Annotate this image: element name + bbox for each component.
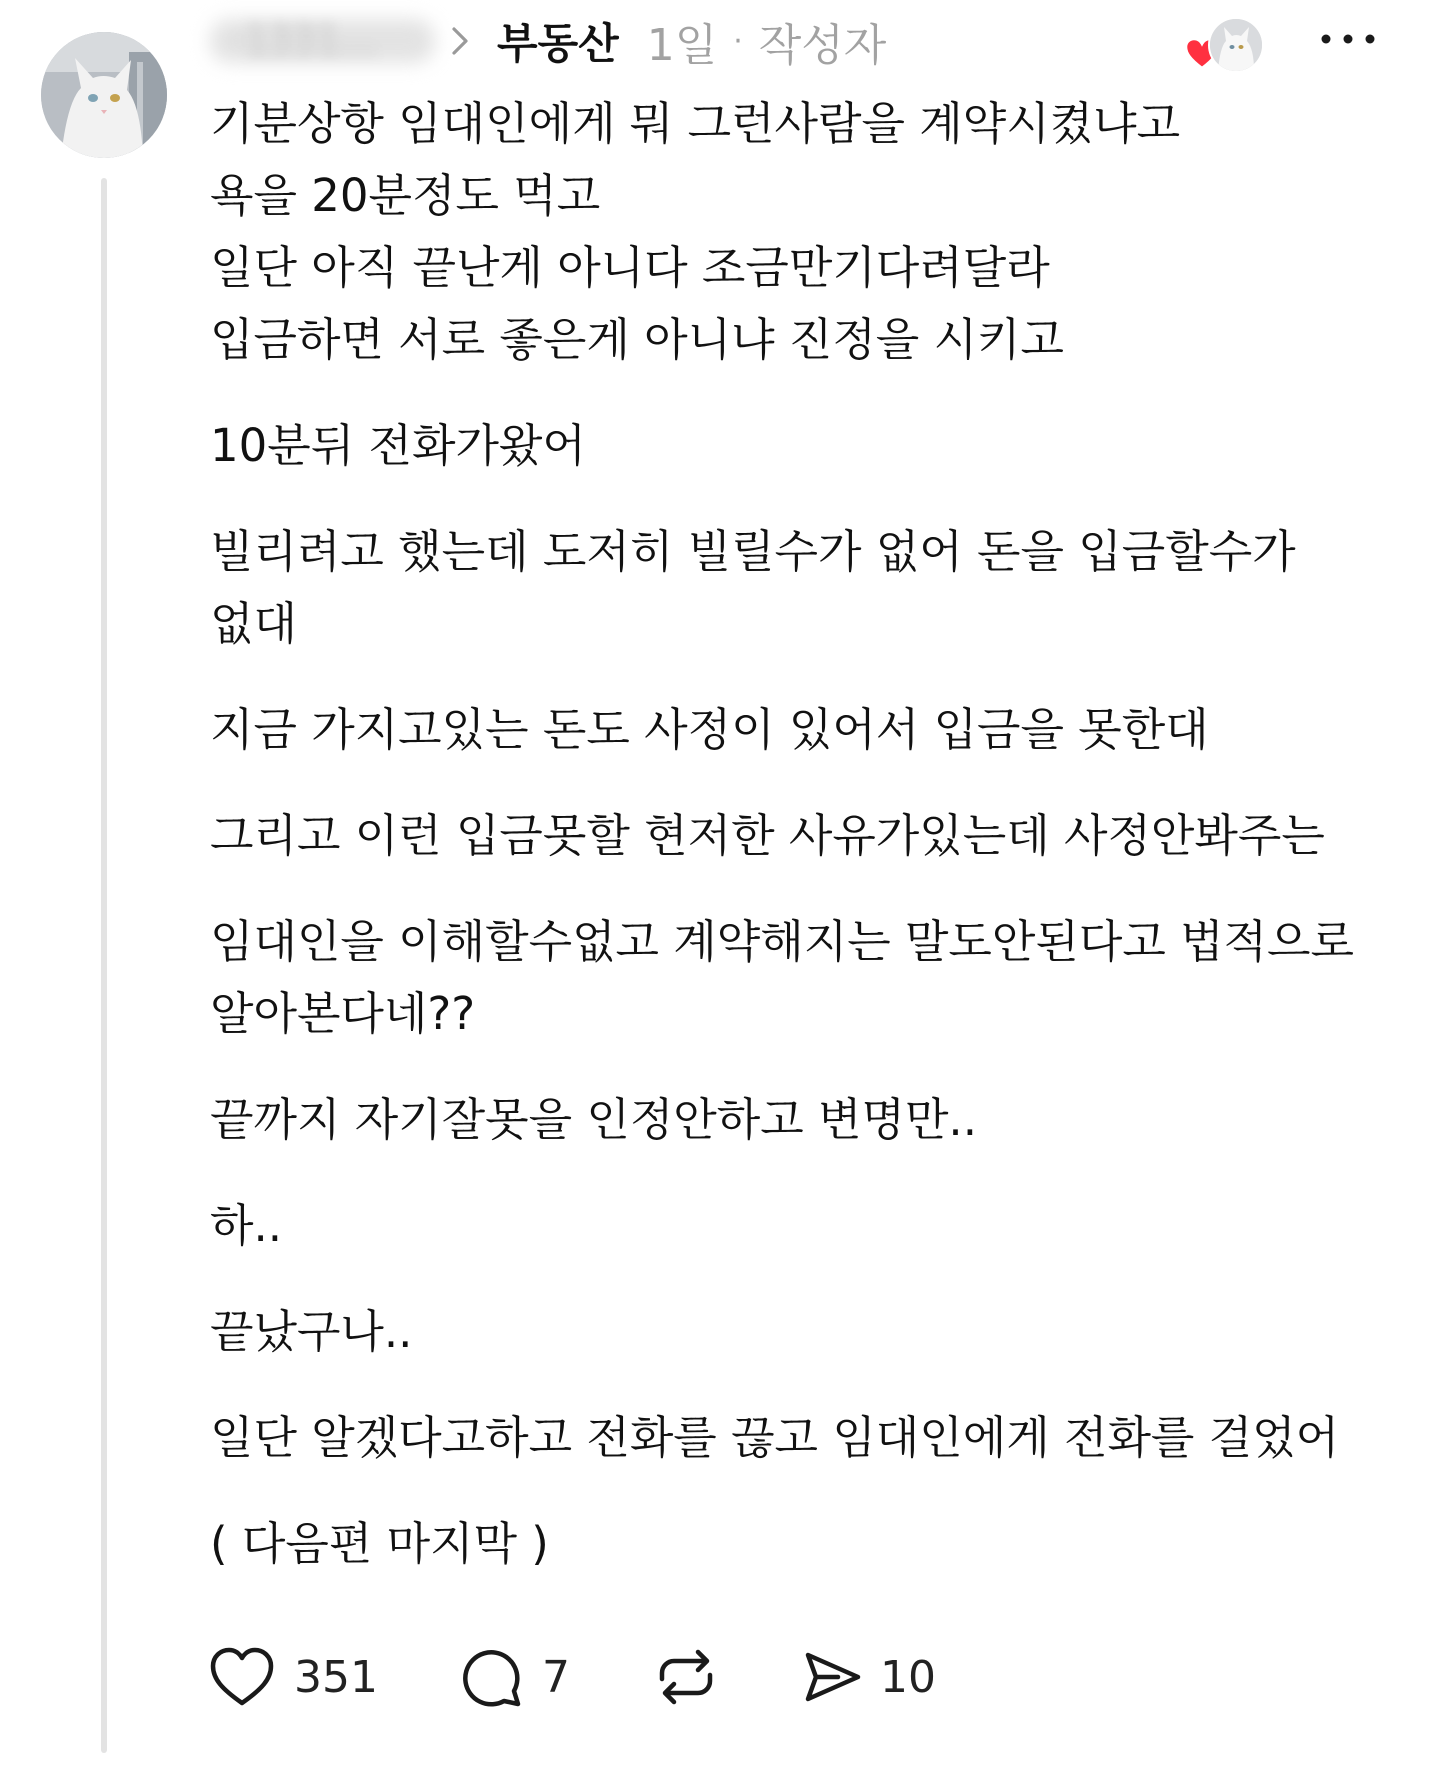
body-line: 일단 알겠다고하고 전화를 끊고 임대인에게 전화를 걸었어: [210, 1411, 1340, 1464]
like-count: 351: [294, 1651, 378, 1703]
heart-outline-icon: [208, 1645, 276, 1709]
comment-bubble-icon: [460, 1645, 524, 1709]
post-header: [210, 10, 886, 72]
author-avatar[interactable]: [41, 32, 167, 158]
community-name[interactable]: 부동산: [497, 19, 619, 68]
body-line: 하..: [210, 1199, 283, 1252]
paragraph-gap: [210, 766, 1410, 800]
comment-button[interactable]: [460, 1645, 570, 1709]
paragraph-gap: [210, 1156, 1410, 1190]
username[interactable]: [210, 17, 435, 65]
body-line: 빌리려고 했는데 도저히 빌릴수가 없어 돈을 입금할수가: [210, 525, 1296, 578]
body-line: 없대: [210, 597, 297, 650]
username-redaction: [210, 19, 435, 63]
send-icon: [802, 1645, 862, 1709]
body-line: 끝까지 자기잘못을 인정안하고 변명만..: [210, 1093, 978, 1146]
body-line: 욕을 20분정도 먹고: [210, 169, 601, 222]
action-bar: [208, 1641, 1018, 1713]
repost-button[interactable]: [652, 1645, 720, 1709]
share-button[interactable]: [802, 1645, 936, 1709]
like-button[interactable]: [208, 1645, 378, 1709]
body-line: 그리고 이런 입금못할 현저한 사유가있는데 사정안봐주는: [210, 809, 1325, 862]
body-line: 일단 아직 끝난게 아니다 조금만기다려달라: [210, 241, 1050, 294]
body-line: 10분뒤 전화가왔어: [210, 419, 586, 472]
post-time: 1일: [646, 20, 718, 71]
paragraph-gap: [210, 1262, 1410, 1296]
paragraph-gap: [210, 482, 1410, 516]
thread-line: [101, 178, 107, 1753]
body-line: 끝났구나..: [210, 1305, 413, 1358]
post-body: [210, 88, 1410, 1580]
liked-by-avatar[interactable]: [1208, 17, 1264, 73]
paragraph-gap: [210, 872, 1410, 906]
more-options-icon[interactable]: [1318, 28, 1378, 50]
paragraph-gap: [210, 1368, 1410, 1402]
white-cat-avatar-small: [1210, 19, 1262, 71]
author-tag: 작성자: [758, 20, 887, 71]
separator-dot: ·: [733, 23, 743, 59]
white-cat-avatar: [41, 32, 167, 158]
body-line: 임대인을 이해할수없고 계약해지는 말도안된다고 법적으로: [210, 915, 1354, 968]
body-line: 지금 가지고있는 돈도 사정이 있어서 입금을 못한대: [210, 703, 1209, 756]
share-count: 10: [879, 1651, 936, 1703]
body-line: 알아본다네??: [210, 987, 476, 1040]
paragraph-gap: [210, 1474, 1410, 1508]
paragraph-gap: [210, 1050, 1410, 1084]
chevron-right-icon: [445, 21, 475, 61]
repost-icon: [652, 1645, 720, 1709]
comment-count: 7: [541, 1651, 570, 1703]
body-line: ( 다음편 마지막 ): [210, 1517, 549, 1570]
paragraph-gap: [210, 660, 1410, 694]
body-line: 기분상항 임대인에게 뭐 그런사람을 계약시켰냐고: [210, 97, 1181, 150]
paragraph-gap: [210, 376, 1410, 410]
body-line: 입금하면 서로 좋은게 아니냐 진정을 시키고: [210, 313, 1064, 366]
